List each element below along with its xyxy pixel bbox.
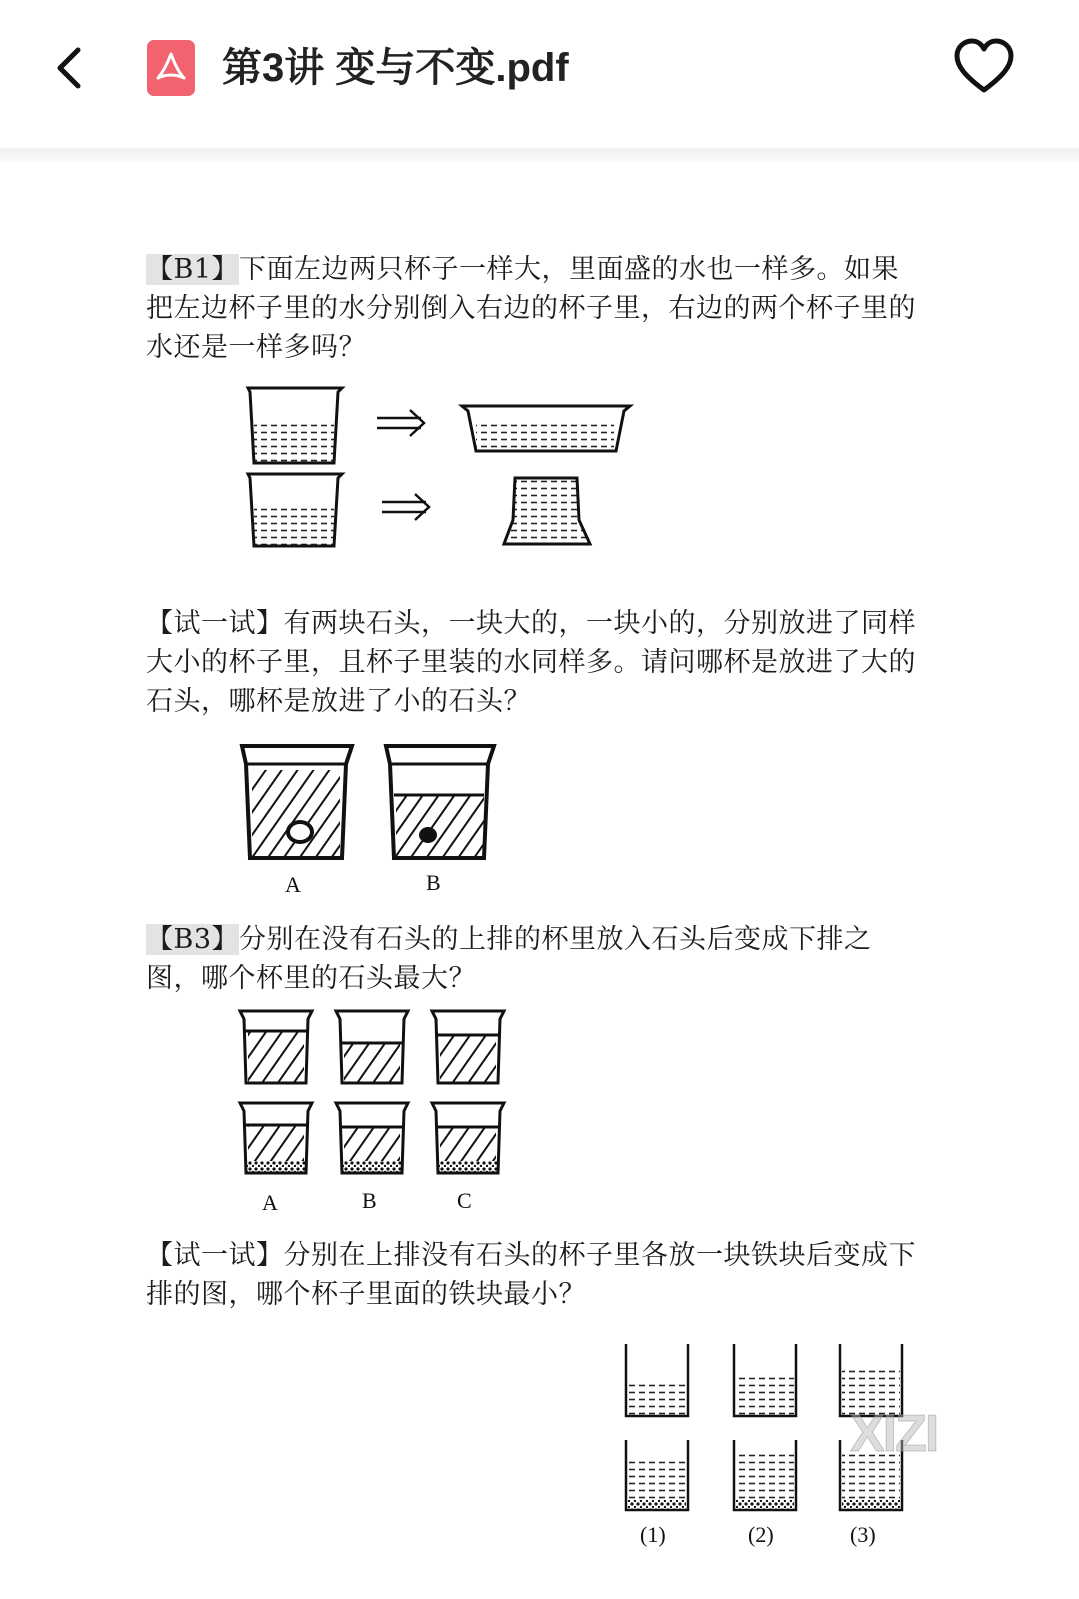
favorite-button[interactable]	[953, 38, 1015, 96]
question-b3	[146, 920, 926, 998]
figure-b1-cups	[240, 380, 640, 555]
figure-label: B	[426, 870, 441, 895]
exercise-tag: 【试一试】	[146, 608, 284, 639]
question-tag: 【B1】	[146, 254, 240, 285]
question-text: 分别在没有石头的上排的杯里放入石头后变成下排之图，哪个杯里的石头最大？	[146, 924, 872, 994]
figure-b3-cups	[236, 1005, 511, 1185]
figure-label: A	[262, 1190, 278, 1215]
figure-stones-cups	[238, 740, 504, 865]
figure-label: B	[362, 1188, 377, 1213]
top-bar	[0, 0, 1079, 148]
question-tag: 【B3】	[146, 924, 240, 955]
exercise-text: 分别在上排没有石头的杯子里各放一块铁块后变成下排的图，哪个杯子里面的铁块最小？	[146, 1240, 916, 1310]
exercise-try-2	[146, 1236, 926, 1314]
heart-outline-icon	[953, 38, 1015, 96]
pdf-icon	[147, 40, 195, 96]
figure-label: (2)	[748, 1522, 774, 1547]
figure-label: (3)	[850, 1522, 876, 1547]
back-button[interactable]	[44, 40, 100, 96]
chevron-left-icon	[44, 40, 100, 96]
question-b1	[146, 250, 926, 367]
exercise-try-1	[146, 604, 926, 721]
header-divider	[0, 148, 1079, 162]
figure-label: C	[457, 1188, 472, 1213]
exercise-tag: 【试一试】	[146, 1240, 284, 1271]
figure-label: (1)	[640, 1522, 666, 1547]
exercise-text: 有两块石头，一块大的，一块小的，分别放进了同样大小的杯子里，且杯子里装的水同样多。请问哪杯是放进了大的石头，哪杯是放进了小的石头？	[146, 608, 916, 717]
document-title: 第3讲 变与不变.pdf	[222, 46, 569, 90]
watermark: XIZI	[850, 1405, 938, 1463]
figure-label: A	[285, 872, 301, 897]
question-text: 下面左边两只杯子一样大，里面盛的水也一样多。如果把左边杯子里的水分别倒入右边的杯子里，右边的两个杯子里的水还是一样多吗？	[146, 254, 916, 363]
